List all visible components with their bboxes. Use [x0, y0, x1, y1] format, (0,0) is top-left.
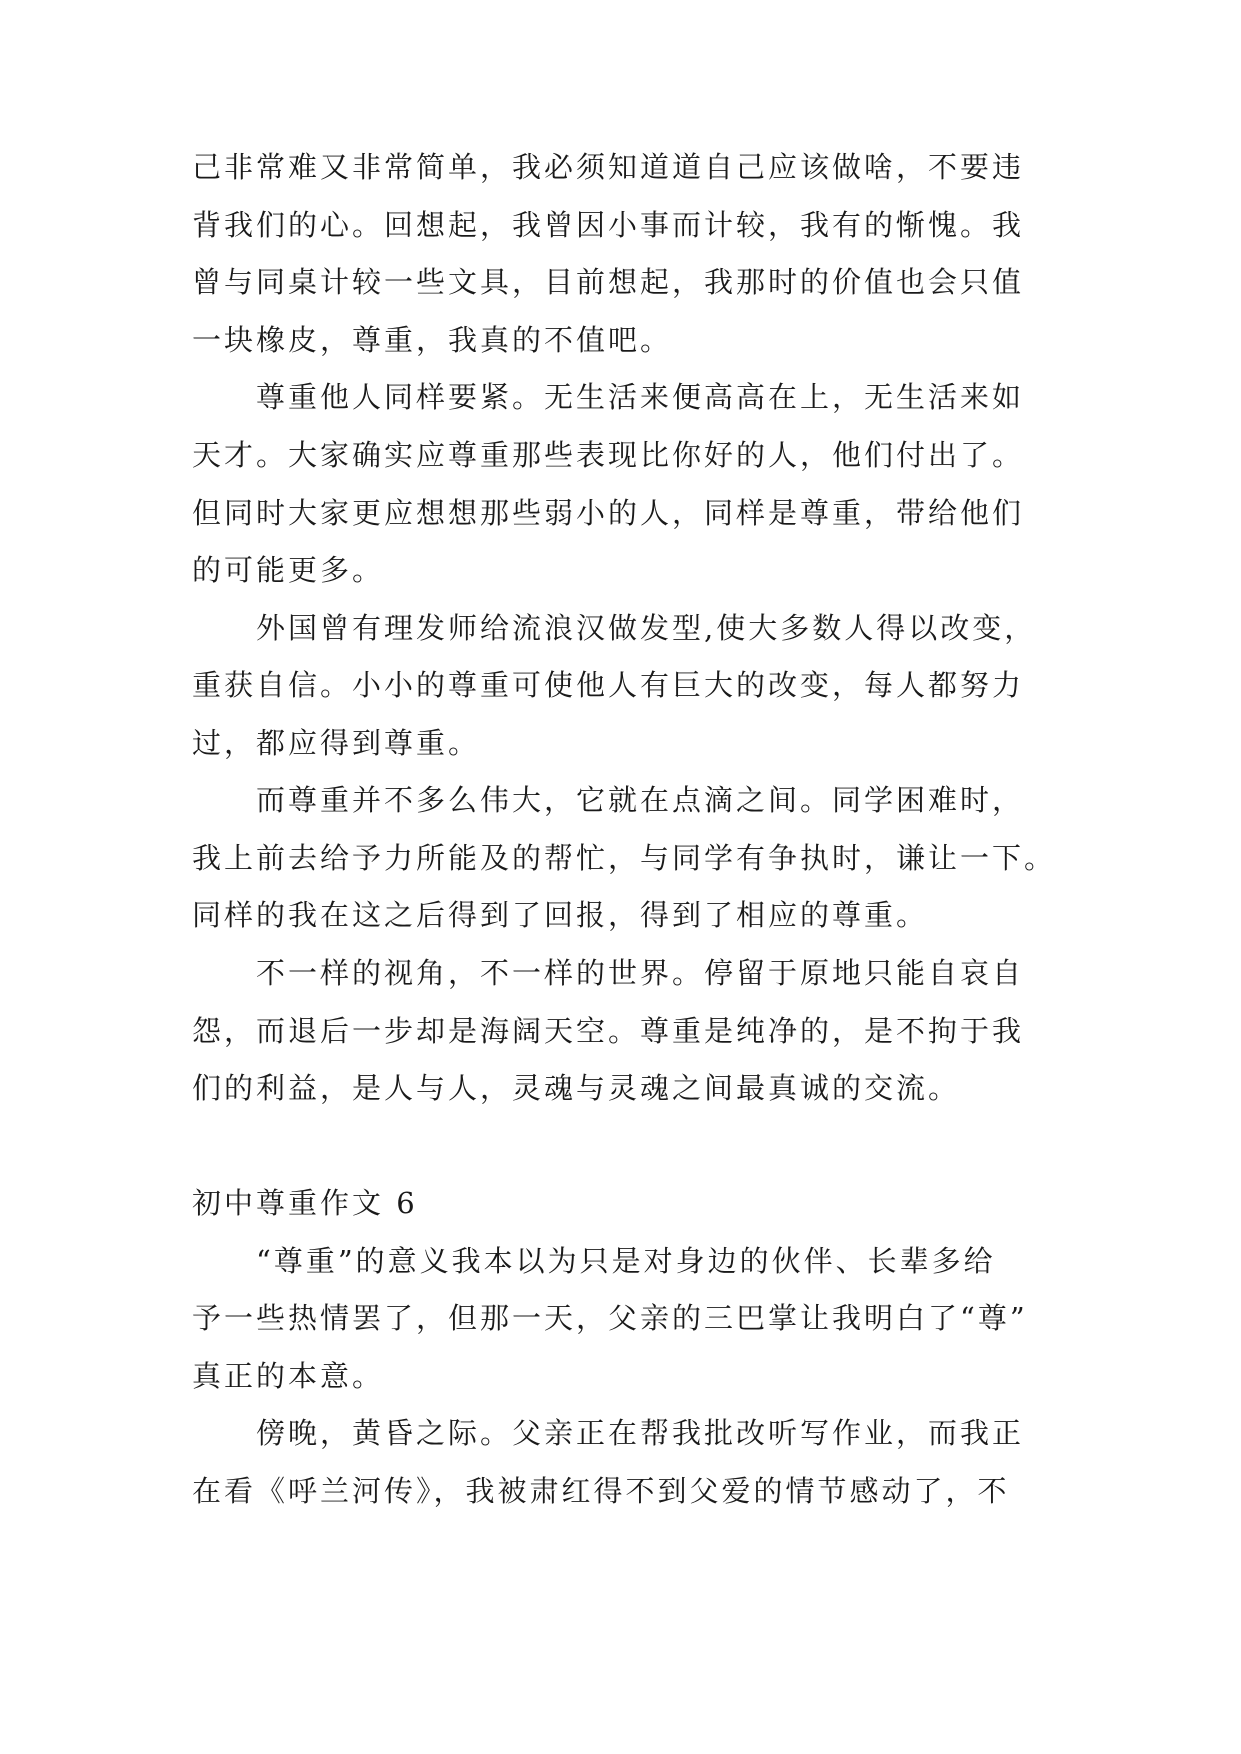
paragraph-3-line-1: 外国曾有理发师给流浪汉做发型,使大多数人得以改变， [256, 611, 1037, 645]
paragraph-3-line-2: 重获自信。小小的尊重可使他人有巨大的改变，每人都努力 [192, 668, 1025, 702]
paragraph-2-line-4: 的可能更多。 [192, 553, 385, 587]
paragraph-4-line-3: 同样的我在这之后得到了回报，得到了相应的尊重。 [192, 898, 929, 932]
paragraph-4-line-1: 而尊重并不多么伟大，它就在点滴之间。同学困难时， [256, 783, 1025, 817]
paragraph-1-line-3: 曾与同桌计较一些文具，目前想起，我那时的价值也会只值 [192, 265, 1025, 299]
paragraph-1-line-4: 一块橡皮，尊重，我真的不值吧。 [192, 323, 673, 357]
paragraph-5-line-3: 们的利益，是人与人，灵魂与灵魂之间最真诚的交流。 [192, 1071, 961, 1105]
paragraph-7-line-1: 傍晚，黄昏之际。父亲正在帮我批改听写作业，而我正 [256, 1416, 1025, 1450]
paragraph-6-line-2: 予一些热情罢了，但那一天，父亲的三巴掌让我明白了“尊” [192, 1301, 1028, 1335]
paragraph-3-line-3: 过，都应得到尊重。 [192, 726, 481, 760]
paragraph-2-line-3: 但同时大家更应想想那些弱小的人，同样是尊重，带给他们 [192, 496, 1025, 530]
paragraph-5-line-2: 怨，而退后一步却是海阔天空。尊重是纯净的，是不拘于我 [192, 1014, 1025, 1048]
paragraph-6-line-3: 真正的本意。 [192, 1359, 385, 1393]
paragraph-1-line-1: 己非常难又非常简单，我必须知道道自己应该做啥，不要违 [192, 150, 1025, 184]
paragraph-1-line-2: 背我们的心。回想起，我曾因小事而计较，我有的惭愧。我 [192, 208, 1025, 242]
paragraph-7-line-2: 在看《呼兰河传》，我被肃红得不到父爱的情节感动了，不 [192, 1474, 1010, 1508]
paragraph-4-line-2: 我上前去给予力所能及的帮忙，与同学有争执时，谦让一下。 [192, 841, 1057, 875]
paragraph-2-line-1: 尊重他人同样要紧。无生活来便高高在上，无生活来如 [256, 380, 1025, 414]
paragraph-6-line-1: “尊重”的意义我本以为只是对身边的伙伴、长辈多给 [256, 1244, 996, 1278]
paragraph-5-line-1: 不一样的视角，不一样的世界。停留于原地只能自哀自 [256, 956, 1025, 990]
paragraph-2-line-2: 天才。大家确实应尊重那些表现比你好的人，他们付出了。 [192, 438, 1025, 472]
section-title: 初中尊重作文 6 [192, 1186, 418, 1220]
